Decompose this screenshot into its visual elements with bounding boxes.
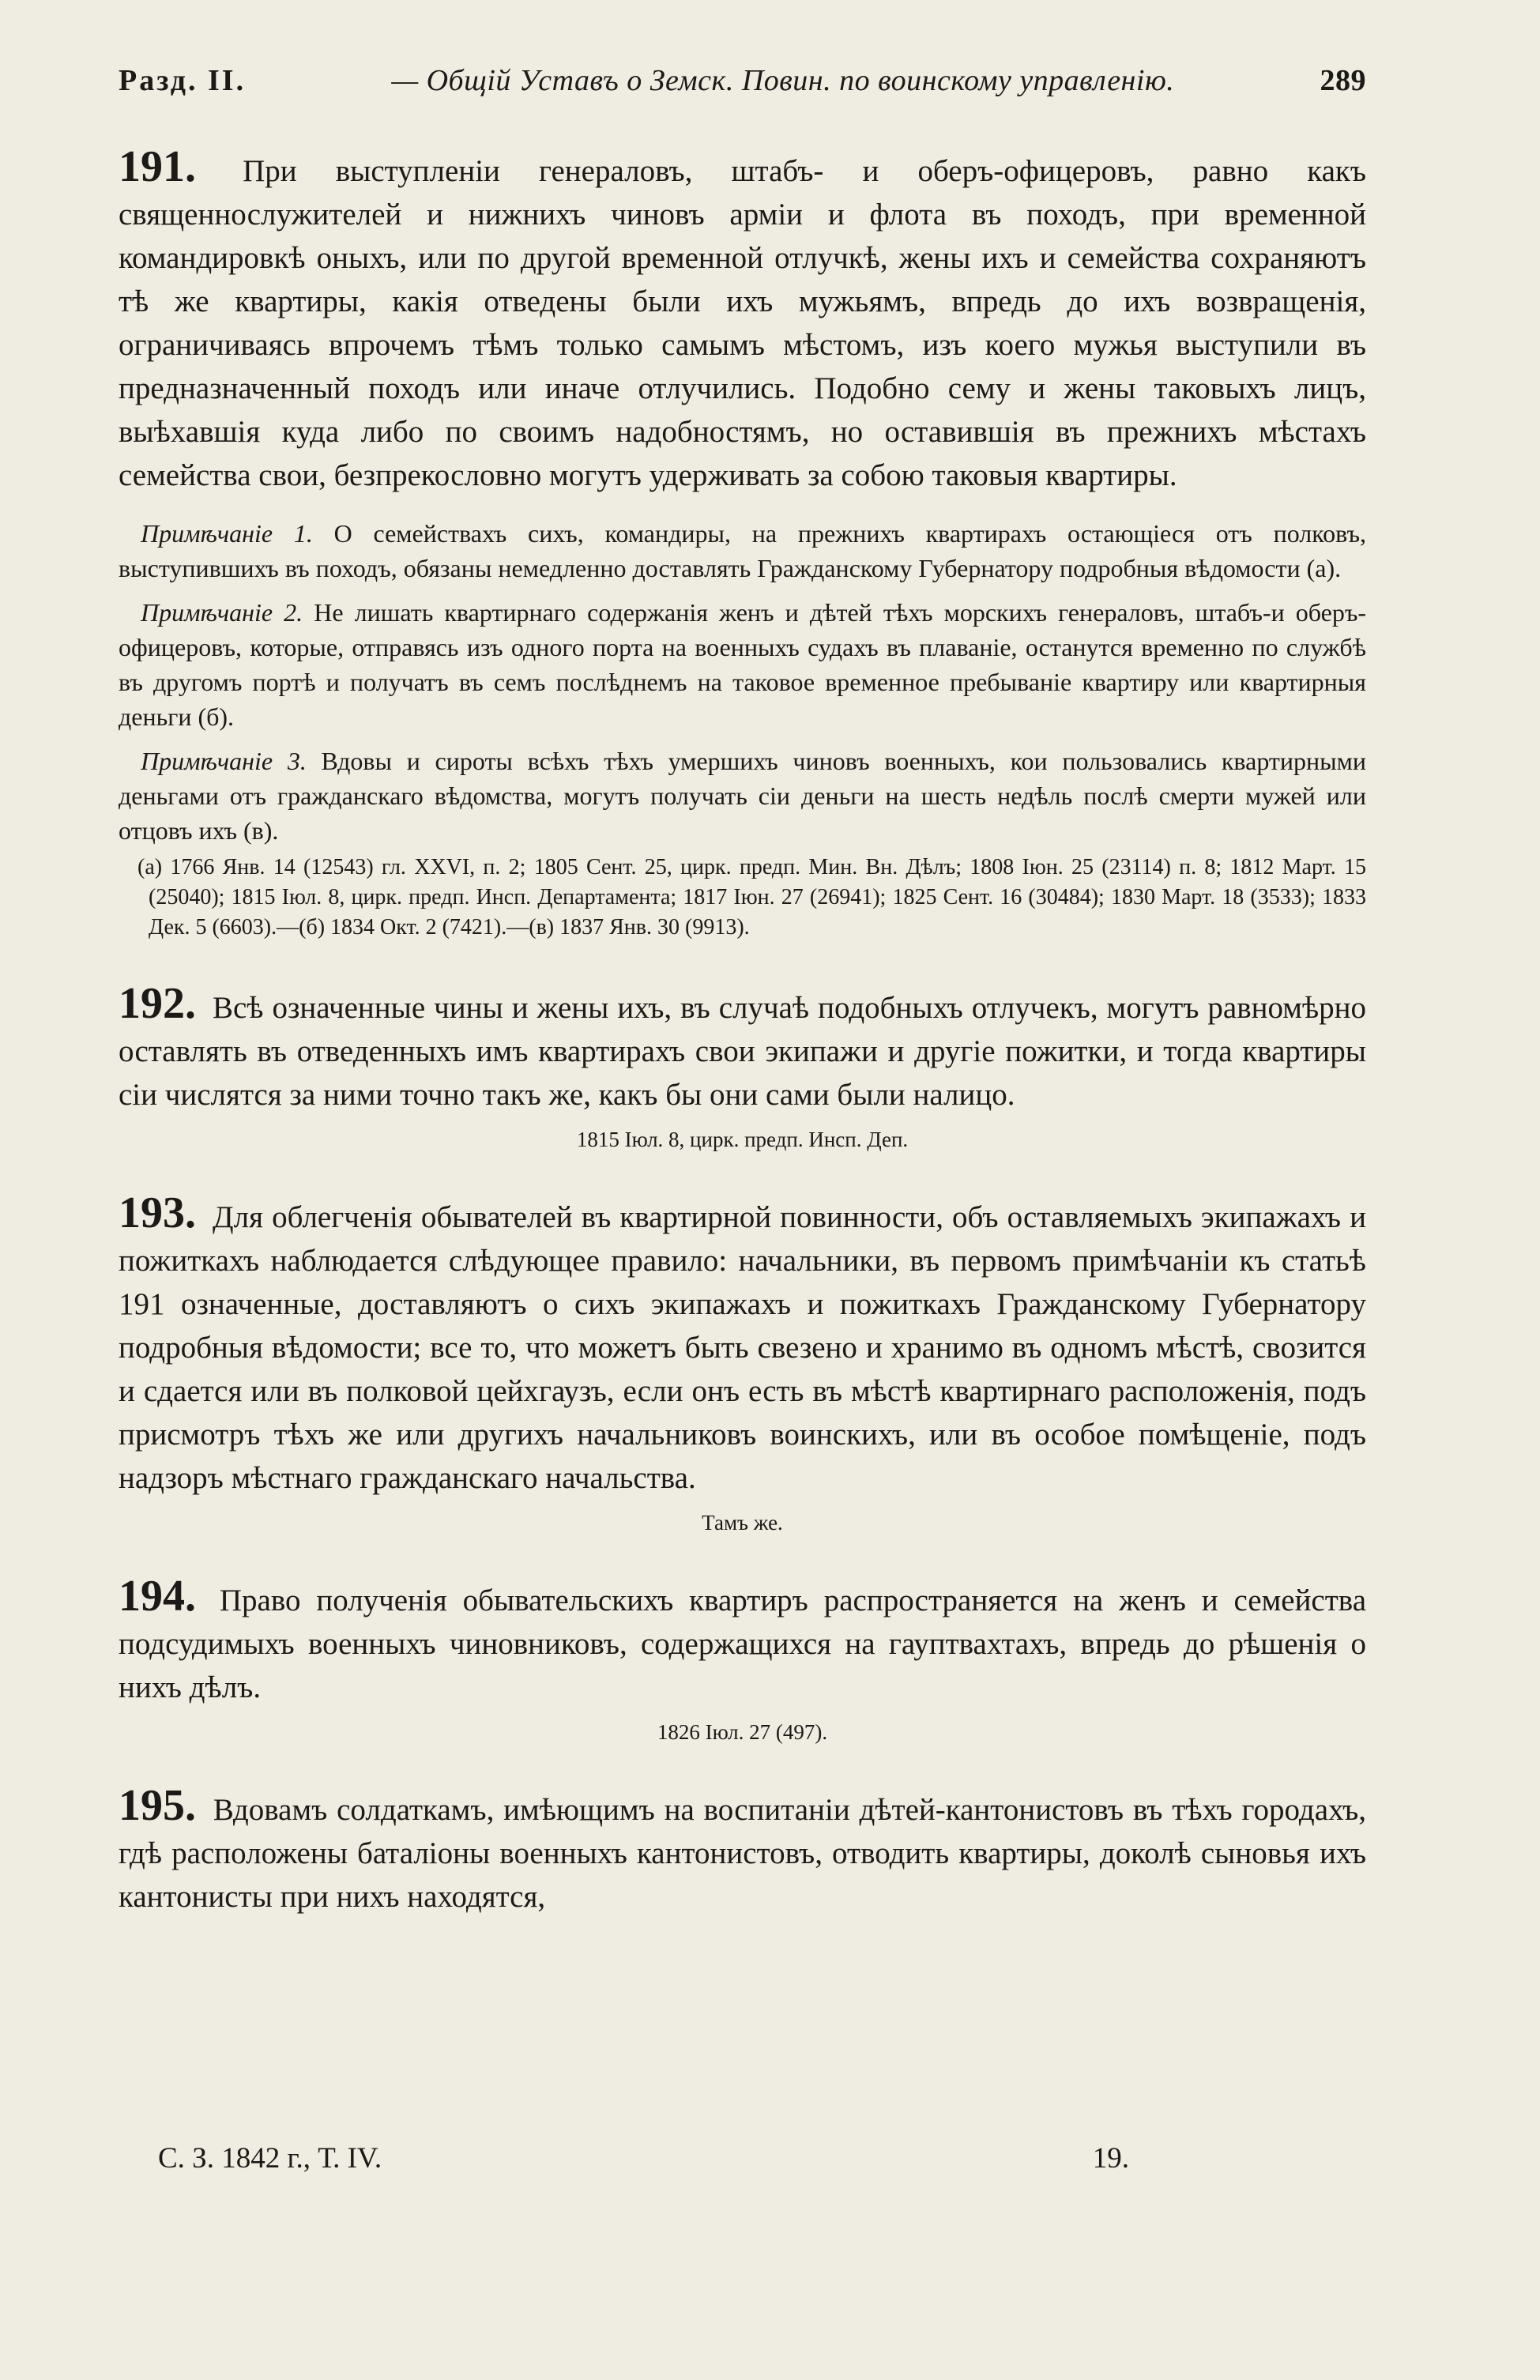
article-text: Для облегченія обывателей въ квартирной повинности, объ оставляемыхъ экипажахъ и пожиткахъ наблюдается слѣдующее правило: начальники, въ первомъ примѣчаніи къ статьѣ 191 означенные, доставляютъ о сихъ экипажахъ и пожиткахъ Гражданскому Губернатору подробныя вѣдомости; все то, что можетъ быть свезено и хранимо въ одномъ мѣстѣ, свозится и сдается или въ полковой цейхгаузъ, если онъ есть въ мѣстѣ квартирнаго расположенія, подъ присмотръ тѣхъ же или другихъ начальниковъ воинскихъ, или въ особое помѣщеніе, подъ надзоръ мѣстнаго гражданскаго начальства. (119, 1200, 1366, 1495)
article-text: При выступленіи генераловъ, штабъ- и оберъ-офицеровъ, равно какъ священнослужителей и нижнихъ чиновъ арміи и флота въ походъ, при временной командировкѣ оныхъ, или по другой временной отлучкѣ, жены ихъ и семейства сохраняютъ тѣ же квартиры, какія отведены были ихъ мужьямъ, впредь до ихъ возвращенія, ограничиваясь впрочемъ тѣмъ только самымъ мѣстомъ, изъ коего мужья выступили въ предназначенный походъ или иначе отлучились. Подобно сему и жены таковыхъ лицъ, выѣхавшія куда либо по своимъ надобностямъ, но оставившія въ прежнихъ мѣстахъ семейства свои, безпрекословно могутъ удерживать за собою таковыя квартиры. (119, 154, 1366, 492)
section-label: Разд. II. (119, 64, 247, 97)
edition-label: С. З. 1842 г., Т. IV. (158, 2142, 382, 2175)
running-head (119, 63, 1366, 98)
article-number: 194. (119, 1572, 196, 1621)
article-195 (119, 1781, 1367, 1919)
article-source: Тамъ же. (702, 1511, 783, 1535)
article-number: 195. (119, 1781, 196, 1830)
article-source: 1826 Іюл. 27 (497). (657, 1720, 828, 1744)
note-3 (119, 744, 1366, 848)
article-number: 193. (119, 1188, 196, 1237)
article-text: Вдовамъ солдаткамъ, имѣющимъ на воспитаніи дѣтей-кантонистовъ въ тѣхъ городахъ, гдѣ расположены баталіоны военныхъ кантонистовъ, отводить квартиры, доколѣ сыновья ихъ кантонисты при нихъ находятся, (119, 1793, 1367, 1914)
note-label: Примѣчаніе 1. (141, 519, 313, 548)
legal-references: (а) 1766 Янв. 14 (12543) гл. XXVI, п. 2; 1805 Сент. 25, цирк. предп. Мин. Вн. Дѣлъ; 1808 Іюн. 25 (23114) п. 8; 1812 Март. 15 (25040); 1815 Іюл. 8, цирк. предп. Инсп. Департамента; 1817 Іюн. 27 (26941); 1825 Сент. 16 (30484); 1830 Март. 18 (3533); 1833 Дек. 5 (6603).—(б) 1834 Окт. 2 (7421).—(в) 1837 Янв. 30 (9913). (137, 855, 1366, 940)
article-text: Право полученія обывательскихъ квартиръ распространяется на женъ и семейства подсудимыхъ военныхъ чиновниковъ, содержащихся на гауптвахтахъ, впредь до рѣшенія о нихъ дѣлъ. (119, 1584, 1367, 1704)
page-number: 289 (1320, 64, 1366, 97)
note-text: Не лишать квартирнаго содержанія женъ и дѣтей тѣхъ морскихъ генераловъ, штабъ-и оберъ-офицеровъ, которые, отправясь изъ одного порта на военныхъ судахъ въ плаваніе, останутся временно по службѣ въ другомъ портѣ и получатъ въ семъ послѣднемъ на таковое временное пребываніе квартиру или квартирныя деньги (б). (119, 598, 1367, 731)
note-2 (119, 595, 1366, 734)
article-194 (119, 1572, 1367, 1709)
article-text: Всѣ означенные чины и жены ихъ, въ случаѣ подобныхъ отлучекъ, могутъ равномѣрно оставлять въ отведенныхъ имъ квартирахъ свои экипажи и другіе пожитки, и тогда квартиры сіи числятся за ними точно такъ же, какъ бы они сами были налицо. (119, 991, 1366, 1112)
signature-mark: 19. (1092, 2142, 1129, 2175)
note-1 (119, 516, 1366, 586)
note-label: Примѣчаніе 3. (141, 747, 307, 775)
article-192 (119, 979, 1366, 1117)
article-number: 192. (119, 979, 196, 1028)
note-text: О семействахъ сихъ, командиры, на прежнихъ квартирахъ остающіеся отъ полковъ, выступившихъ въ походъ, обязаны немедленно доставлять Гражданскому Губернатору подробныя вѣдомости (а). (119, 519, 1367, 582)
note-text: Вдовы и сироты всѣхъ тѣхъ умершихъ чиновъ военныхъ, кои пользовались квартирными деньгами отъ гражданскаго вѣдомства, могутъ получать сіи деньги на шесть недѣль послѣ смерти мужей или отцовъ ихъ (в). (119, 747, 1367, 845)
article-number: 191. (119, 142, 196, 191)
running-title: — Общій Уставъ о Земск. Повин. по воинскому управленію. (391, 64, 1175, 97)
article-source: 1815 Іюл. 8, цирк. предп. Инсп. Деп. (576, 1128, 909, 1151)
note-label: Примѣчаніе 2. (141, 598, 303, 627)
article-193 (119, 1188, 1366, 1500)
page-footer (158, 2141, 1129, 2175)
article-191 (119, 142, 1366, 497)
